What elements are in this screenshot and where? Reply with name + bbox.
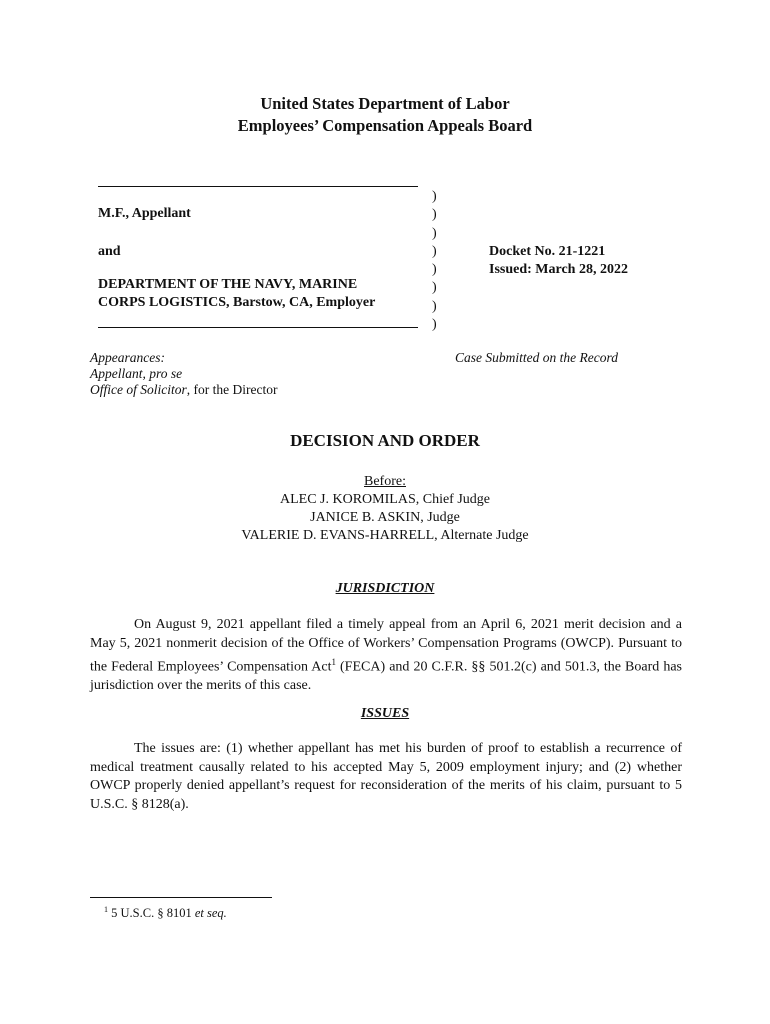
footnote-rule — [90, 897, 272, 898]
paren: ) — [432, 243, 437, 259]
appearances-label: Appearances: — [90, 350, 165, 365]
solicitor-office: Office of Solicitor — [90, 382, 187, 397]
paren: ) — [432, 262, 437, 278]
jurisdiction-heading: JURISDICTION — [335, 581, 435, 596]
employer-line-1: DEPARTMENT OF THE NAVY, MARINE — [98, 277, 358, 292]
paren: ) — [432, 298, 437, 314]
footnote-marker: 1 — [104, 905, 108, 914]
footnote-text: 5 U.S.C. § 8101 — [111, 906, 195, 921]
board-title: Employees’ Compensation Appeals Board — [237, 116, 533, 135]
agency-title: United States Department of Labor — [260, 94, 510, 113]
before-label: Before: — [364, 474, 406, 489]
paren: ) — [432, 317, 437, 333]
footnote-ref: 1 — [331, 657, 336, 667]
appellant-label: Appellant, — [90, 366, 150, 381]
jurisdiction-paragraph — [90, 616, 682, 696]
pro-se: pro se — [149, 366, 183, 381]
solicitor-role: , for the Director — [186, 382, 278, 397]
paren: ) — [432, 207, 437, 223]
appearance-appellant — [90, 366, 182, 382]
docket-number: Docket No. 21-1221 — [489, 244, 606, 259]
paren: ) — [432, 189, 437, 204]
caption-top-rule — [98, 186, 418, 187]
case-submitted: Case Submitted on the Record — [455, 350, 618, 365]
jurisdiction-text-cont: (FECA) and 20 C.F.R. §§ 501.2(c) and 501.3, the Board has jurisdiction over the merits of this case. — [90, 659, 682, 694]
employer-line-2: CORPS LOGISTICS, Barstow, CA, Employer — [98, 295, 376, 310]
caption-parens — [432, 188, 437, 334]
caption-and: and — [98, 244, 121, 259]
footnote — [104, 905, 227, 921]
judge-3: VALERIE D. EVANS-HARRELL, Alternate Judge — [241, 528, 529, 543]
caption-bottom-rule — [98, 327, 418, 328]
judge-1: ALEC J. KOROMILAS, Chief Judge — [280, 492, 490, 507]
decision-title: DECISION AND ORDER — [290, 431, 480, 450]
appellant-name: M.F., Appellant — [98, 206, 191, 221]
appearance-solicitor — [90, 382, 277, 398]
footnote-italic: et seq. — [194, 906, 227, 921]
issues-paragraph: The issues are: (1) whether appellant has met his burden of proof to establish a recurrence of medical treatment causally related to his accepted May 5, 2009 employment injury; and (2) whether OWCP properly denied appellant’s request for reconsideration of the merits of his claim, pursuant to 5 U.S.C. § 8128(a). — [90, 741, 682, 812]
judge-2: JANICE B. ASKIN, Judge — [310, 510, 460, 525]
issues-heading: ISSUES — [360, 706, 410, 721]
paren: ) — [432, 225, 437, 241]
paren: ) — [432, 280, 437, 296]
jurisdiction-text: On August 9, 2021 appellant filed a timely appeal from an April 6, 2021 merit decision and a May 5, 2021 nonmerit decision of the Office of Workers’ Compensation Programs (OWCP). Pursuant to the Federal Employees’ Compensation Act — [90, 617, 682, 675]
issued-date: Issued: March 28, 2022 — [489, 262, 628, 277]
